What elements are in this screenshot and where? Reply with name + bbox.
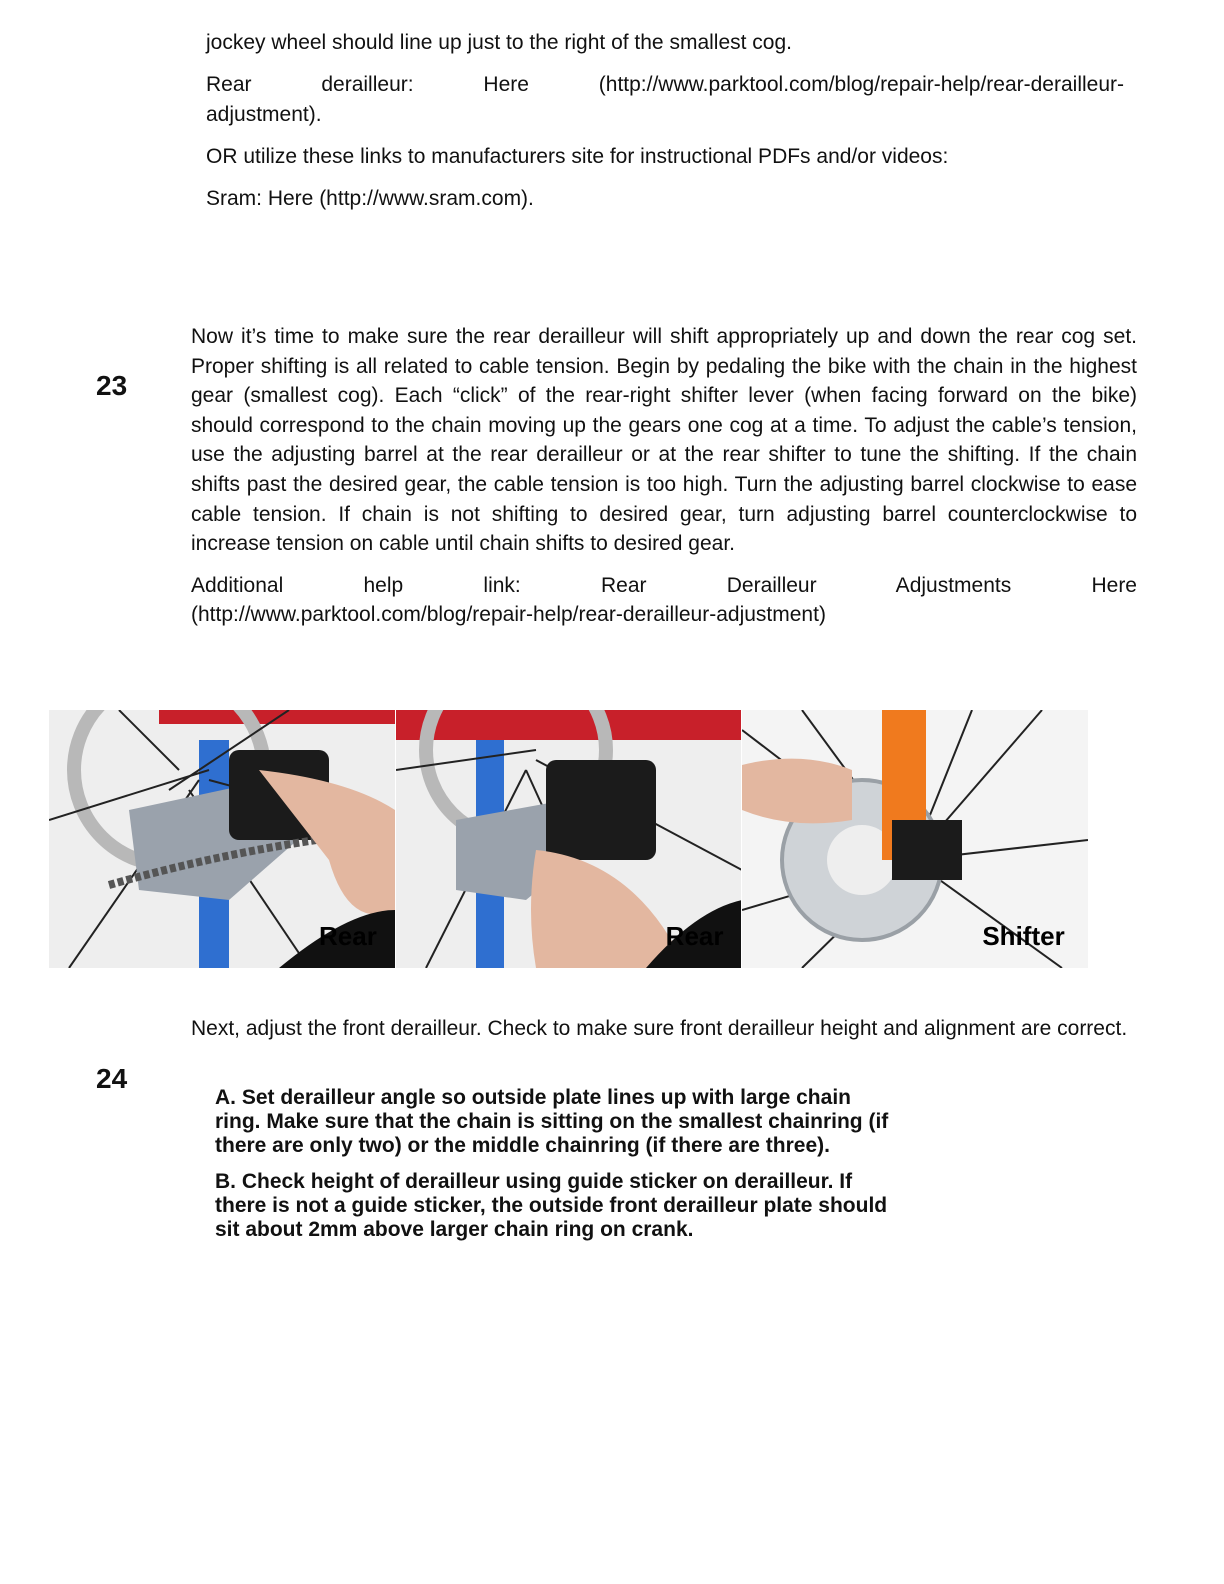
step-23-help-url[interactable]: (http://www.parktool.com/blog/repair-help/rear-derailleur-adjustment) — [191, 603, 826, 627]
step-24-list — [215, 1086, 895, 1254]
photo-rear-derailleur-2 — [396, 710, 742, 968]
sram-link[interactable]: Sram: Here (http://www.sram.com). — [206, 187, 534, 210]
intro-section — [206, 28, 1124, 226]
step-24-body: Next, adjust the front derailleur. Check to make sure front derailleur height and alignment are correct. — [191, 1017, 1128, 1040]
photo-rear-derailleur-1 — [49, 710, 395, 968]
list-item: A. Set derailleur angle so outside plate lines up with large chain ring. Make sure that the chain is sitting on the smallest chainring (if there are only two) or the middle chainring (if there are three). — [215, 1086, 889, 1157]
step-24-text — [191, 1014, 1137, 1044]
or-utilize-text: OR utilize these links to manufacturers site for instructional PDFs and/or videos: — [206, 145, 949, 168]
photo-strip — [49, 710, 1089, 968]
step-24-number: 24 — [96, 1063, 128, 1094]
rear-derailleur-link-cont[interactable]: adjustment). — [206, 103, 322, 126]
step-23-number: 23 — [96, 370, 128, 401]
step-23-text — [191, 322, 1137, 630]
photo-shifter — [742, 710, 1088, 968]
step-23-help-link[interactable]: Additional help link: Rear Derailleur Adjustments Here — [191, 573, 1137, 597]
photo-label-rear-2: Rear — [665, 921, 724, 951]
photo-label-shifter: Shifter — [982, 921, 1065, 951]
photo-label-rear-1: Rear — [319, 921, 377, 951]
intro-line: jockey wheel should line up just to the right of the smallest cog. — [206, 31, 792, 54]
list-item: B. Check height of derailleur using guide sticker on derailleur. If there is not a guide sticker, the outside front derailleur plate should sit about 2mm above larger chain ring on crank. — [215, 1170, 888, 1241]
rear-derailleur-link[interactable]: Rear derailleur: Here (http://www.parktool.com/blog/repair-help/rear-derailleur- — [206, 73, 1124, 96]
step-23-body: Now it’s time to make sure the rear derailleur will shift appropriately up and down the rear cog set. Proper shifting is all related to cable tension. Begin by pedaling the bike with the chain in the highest gear (smallest cog). Each “click” of the rear-right shifter lever (when facing forward on the bike) should correspond to the chain moving up the gears one cog at a time. To adjust the cable’s tension, use the adjusting barrel at the rear derailleur or at the rear shifter to tune the shifting. If the chain shifts past the desired gear, the cable tension is too high. Turn the adjusting barrel clockwise to ease cable tension. If chain is not shifting to desired gear, turn adjusting barrel counterclockwise to increase tension on cable until chain shifts to desired gear. — [191, 325, 1137, 556]
